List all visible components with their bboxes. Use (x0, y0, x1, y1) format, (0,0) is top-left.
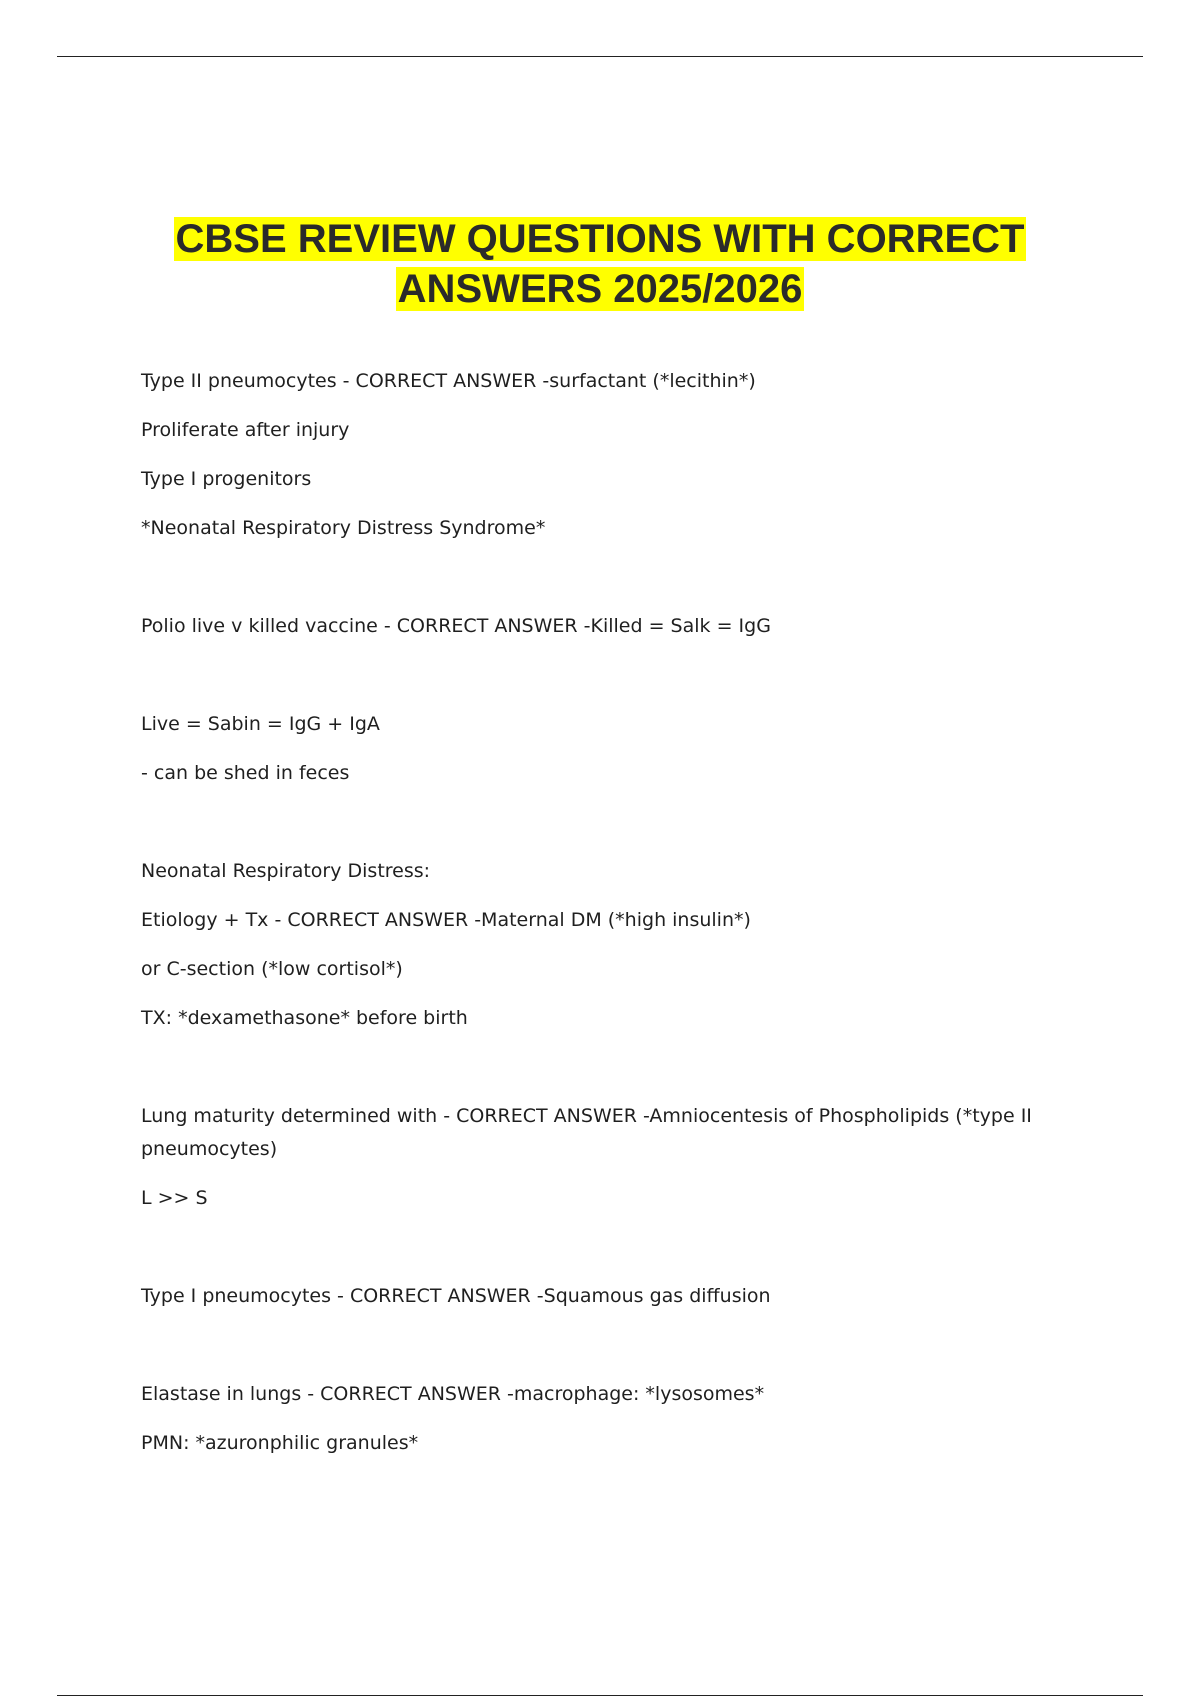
text-line: Polio live v killed vaccine - CORRECT ANSWER -Killed = Salk = IgG (141, 615, 771, 637)
text-line: Type I progenitors (141, 468, 312, 490)
text-line: TX: *dexamethasone* before birth (141, 1007, 468, 1029)
text-line: Lung maturity determined with - CORRECT ANSWER -Amniocentesis of Phospholipids (*type II pneumocytes) (141, 1105, 1032, 1160)
document-title (130, 214, 1070, 314)
text-line: Neonatal Respiratory Distress: (141, 860, 431, 882)
text-line: Live = Sabin = IgG + IgA (141, 713, 380, 735)
title-line-1: CBSE REVIEW QUESTIONS WITH CORRECT (175, 217, 1025, 261)
text-line: or C-section (*low cortisol*) (141, 958, 403, 980)
text-line: Etiology + Tx - CORRECT ANSWER -Maternal DM (*high insulin*) (141, 909, 751, 931)
text-line: Elastase in lungs - CORRECT ANSWER -macrophage: *lysosomes* (141, 1383, 765, 1405)
text-line: Type II pneumocytes - CORRECT ANSWER -surfactant (*lecithin*) (141, 370, 756, 392)
text-line: *Neonatal Respiratory Distress Syndrome* (141, 517, 546, 539)
text-line: - can be shed in feces (141, 762, 350, 784)
bottom-rule (57, 1695, 1143, 1696)
text-line: Type I pneumocytes - CORRECT ANSWER -Squamous gas diffusion (141, 1285, 771, 1307)
text-line: L >> S (141, 1187, 208, 1209)
title-line-2: ANSWERS 2025/2026 (397, 267, 803, 311)
text-line: PMN: *azuronphilic granules* (141, 1432, 419, 1454)
text-line: Proliferate after injury (141, 419, 350, 441)
document-body (141, 365, 1061, 1476)
top-rule (57, 56, 1143, 57)
